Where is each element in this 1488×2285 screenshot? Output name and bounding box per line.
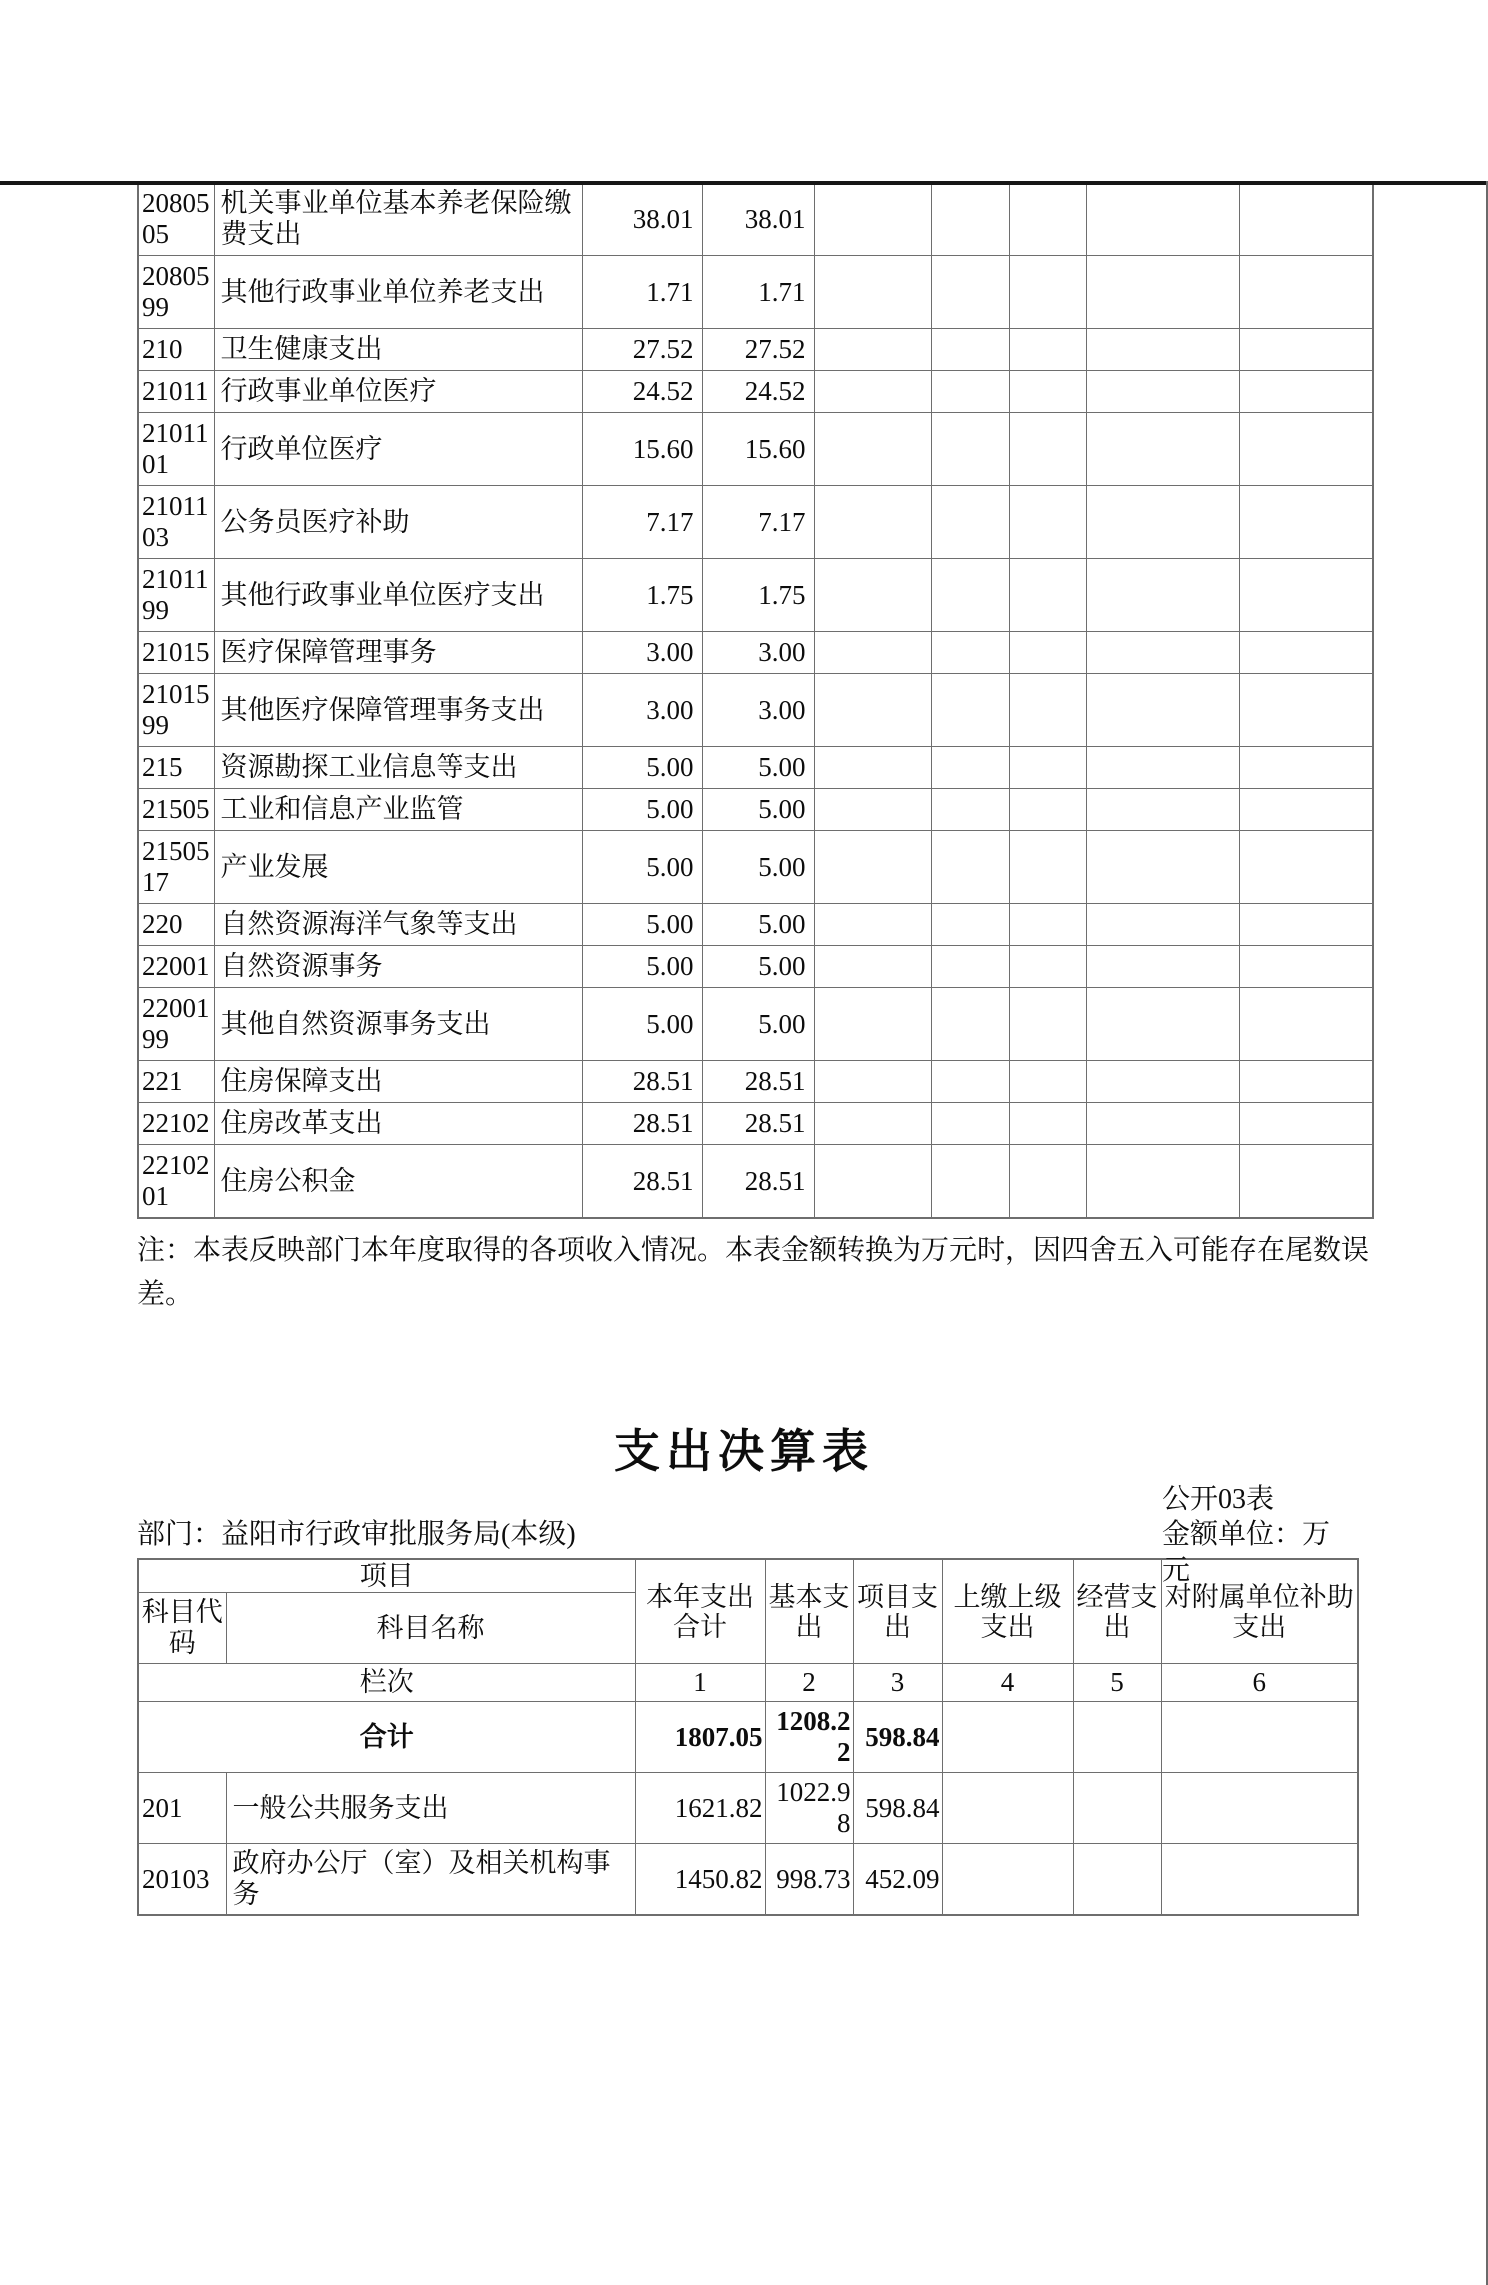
table-footnote: 注：本表反映部门本年度取得的各项收入情况。本表金额转换为万元时，因四舍五入可能存在尾数误差。 — [137, 1235, 1370, 1310]
table-row — [138, 747, 1373, 789]
cell-amount2: 3.00 — [702, 674, 814, 747]
expense-table — [137, 1558, 1359, 1916]
cell-empty — [1239, 674, 1373, 747]
cell-values-1: 1022.98 — [765, 1773, 853, 1844]
income-table — [137, 181, 1374, 1219]
cell-code: 21015 — [138, 632, 214, 674]
table-row — [138, 256, 1373, 329]
cell-empty — [814, 747, 931, 789]
cell-empty — [931, 946, 1009, 988]
cell-empty — [1086, 486, 1239, 559]
cell-empty — [1239, 747, 1373, 789]
table-row — [138, 1773, 1358, 1844]
cell-name: 其他医疗保障管理事务支出 — [214, 674, 582, 747]
header-project: 项目 — [138, 1559, 635, 1593]
header-col-project-exp: 项目支出 — [853, 1559, 942, 1664]
cell-name: 其他自然资源事务支出 — [214, 988, 582, 1061]
cell-empty — [814, 1103, 931, 1145]
cell-name: 自然资源海洋气象等支出 — [214, 904, 582, 946]
cell-name: 行政事业单位医疗 — [214, 371, 582, 413]
lane-number: 6 — [1161, 1664, 1358, 1702]
cell-amount1: 15.60 — [582, 413, 702, 486]
cell-name: 产业发展 — [214, 831, 582, 904]
income-table-body — [138, 182, 1373, 1218]
table-row — [138, 371, 1373, 413]
cell-empty — [814, 831, 931, 904]
cell-amount1: 28.51 — [582, 1145, 702, 1219]
cell-empty — [931, 988, 1009, 1061]
cell-amount2: 24.52 — [702, 371, 814, 413]
cell-empty — [1086, 1145, 1239, 1219]
total-value: 598.84 — [853, 1702, 942, 1773]
cell-empty — [1009, 371, 1086, 413]
cell-empty — [931, 486, 1009, 559]
cell-empty — [1009, 632, 1086, 674]
department-label: 部门：益阳市行政审批服务局(本级) — [137, 1519, 576, 1550]
cell-empty — [814, 904, 931, 946]
cell-empty — [1239, 1145, 1373, 1219]
cell-amount2: 5.00 — [702, 904, 814, 946]
cell-empty — [931, 632, 1009, 674]
table-row — [138, 413, 1373, 486]
cell-code: 2080505 — [138, 182, 214, 256]
cell-code: 2101199 — [138, 559, 214, 632]
table-row — [138, 559, 1373, 632]
cell-empty — [1009, 904, 1086, 946]
lane-number: 2 — [765, 1664, 853, 1702]
cell-amount2: 1.75 — [702, 559, 814, 632]
cell-empty — [1239, 904, 1373, 946]
header-code: 科目代码 — [138, 1593, 226, 1664]
cell-empty — [931, 1145, 1009, 1219]
cell-name: 其他行政事业单位医疗支出 — [214, 559, 582, 632]
cell-values-4 — [1073, 1844, 1161, 1916]
header-row-lane — [138, 1664, 1358, 1702]
header-col-total: 本年支出合计 — [635, 1559, 765, 1664]
table-code-label: 公开03表 — [1162, 1484, 1275, 1515]
cell-amount1: 5.00 — [582, 789, 702, 831]
cell-amount2: 38.01 — [702, 182, 814, 256]
cell-empty — [814, 789, 931, 831]
cell-empty — [1009, 1145, 1086, 1219]
cell-empty — [1009, 413, 1086, 486]
cell-empty — [814, 674, 931, 747]
cell-empty — [1086, 329, 1239, 371]
cell-code: 2101101 — [138, 413, 214, 486]
cell-empty — [1239, 831, 1373, 904]
table-row — [138, 904, 1373, 946]
cell-amount1: 27.52 — [582, 329, 702, 371]
page-top-edge — [0, 181, 1488, 185]
cell-empty — [1239, 371, 1373, 413]
header-col-operating: 经营支出 — [1073, 1559, 1161, 1664]
cell-empty — [1086, 831, 1239, 904]
table-row — [138, 789, 1373, 831]
table-row — [138, 988, 1373, 1061]
cell-empty — [1086, 371, 1239, 413]
cell-amount1: 3.00 — [582, 632, 702, 674]
cell-name: 住房保障支出 — [214, 1061, 582, 1103]
cell-empty — [814, 946, 931, 988]
cell-name: 住房公积金 — [214, 1145, 582, 1219]
cell-code: 201 — [138, 1773, 226, 1844]
cell-code: 2210201 — [138, 1145, 214, 1219]
cell-empty — [931, 789, 1009, 831]
cell-code: 20103 — [138, 1844, 226, 1916]
header-lane: 栏次 — [138, 1664, 635, 1702]
cell-values-3 — [942, 1844, 1073, 1916]
cell-empty — [1239, 1103, 1373, 1145]
cell-empty — [1009, 946, 1086, 988]
cell-empty — [814, 486, 931, 559]
cell-amount1: 24.52 — [582, 371, 702, 413]
cell-values-3 — [942, 1773, 1073, 1844]
lane-number: 1 — [635, 1664, 765, 1702]
cell-amount1: 28.51 — [582, 1061, 702, 1103]
cell-name: 工业和信息产业监管 — [214, 789, 582, 831]
cell-empty — [931, 413, 1009, 486]
header-col-basic: 基本支出 — [765, 1559, 853, 1664]
cell-empty — [1086, 1061, 1239, 1103]
table-row — [138, 831, 1373, 904]
cell-empty — [931, 1061, 1009, 1103]
cell-empty — [814, 182, 931, 256]
cell-name: 公务员医疗补助 — [214, 486, 582, 559]
cell-amount1: 1.71 — [582, 256, 702, 329]
cell-code: 21505 — [138, 789, 214, 831]
cell-empty — [1009, 1061, 1086, 1103]
cell-empty — [1086, 559, 1239, 632]
cell-empty — [1239, 632, 1373, 674]
total-row — [138, 1702, 1358, 1773]
total-value — [942, 1702, 1073, 1773]
cell-values-5 — [1161, 1773, 1358, 1844]
cell-values-0: 1621.82 — [635, 1773, 765, 1844]
cell-name: 住房改革支出 — [214, 1103, 582, 1145]
cell-amount2: 27.52 — [702, 329, 814, 371]
cell-empty — [1009, 747, 1086, 789]
cell-name: 医疗保障管理事务 — [214, 632, 582, 674]
cell-empty — [931, 559, 1009, 632]
cell-empty — [814, 559, 931, 632]
cell-empty — [1239, 413, 1373, 486]
cell-empty — [1086, 632, 1239, 674]
cell-code: 2080599 — [138, 256, 214, 329]
cell-amount1: 1.75 — [582, 559, 702, 632]
total-label: 合计 — [138, 1702, 635, 1773]
cell-amount1: 3.00 — [582, 674, 702, 747]
expense-table-body — [138, 1773, 1358, 1916]
cell-empty — [1239, 486, 1373, 559]
table-row — [138, 329, 1373, 371]
cell-empty — [1239, 1061, 1373, 1103]
cell-empty — [1009, 329, 1086, 371]
cell-empty — [1239, 329, 1373, 371]
table-row — [138, 674, 1373, 747]
cell-empty — [814, 1061, 931, 1103]
cell-empty — [1009, 182, 1086, 256]
cell-empty — [1086, 674, 1239, 747]
cell-code: 221 — [138, 1061, 214, 1103]
cell-empty — [1239, 256, 1373, 329]
cell-amount2: 5.00 — [702, 831, 814, 904]
cell-empty — [1009, 486, 1086, 559]
cell-amount2: 28.51 — [702, 1061, 814, 1103]
cell-code: 2101103 — [138, 486, 214, 559]
cell-amount2: 3.00 — [702, 632, 814, 674]
table-row — [138, 1844, 1358, 1916]
cell-values-0: 1450.82 — [635, 1844, 765, 1916]
cell-empty — [814, 256, 931, 329]
cell-amount1: 5.00 — [582, 747, 702, 789]
cell-name: 资源勘探工业信息等支出 — [214, 747, 582, 789]
cell-code: 22102 — [138, 1103, 214, 1145]
cell-empty — [931, 674, 1009, 747]
cell-empty — [1009, 831, 1086, 904]
cell-empty — [814, 1145, 931, 1219]
header-name: 科目名称 — [226, 1593, 635, 1664]
total-value: 1208.22 — [765, 1702, 853, 1773]
cell-empty — [931, 904, 1009, 946]
table-row — [138, 632, 1373, 674]
expense-table-header — [138, 1559, 1358, 1773]
cell-amount2: 1.71 — [702, 256, 814, 329]
cell-empty — [1086, 747, 1239, 789]
cell-empty — [1239, 988, 1373, 1061]
cell-values-1: 998.73 — [765, 1844, 853, 1916]
cell-amount2: 15.60 — [702, 413, 814, 486]
table-row — [138, 182, 1373, 256]
cell-name: 自然资源事务 — [214, 946, 582, 988]
cell-amount2: 5.00 — [702, 789, 814, 831]
cell-name: 机关事业单位基本养老保险缴费支出 — [214, 182, 582, 256]
cell-amount1: 5.00 — [582, 831, 702, 904]
cell-amount1: 5.00 — [582, 946, 702, 988]
total-value — [1073, 1702, 1161, 1773]
table-row — [138, 946, 1373, 988]
cell-code: 2101599 — [138, 674, 214, 747]
table-row — [138, 486, 1373, 559]
lane-number: 5 — [1073, 1664, 1161, 1702]
cell-name: 政府办公厅（室）及相关机构事务 — [226, 1844, 635, 1916]
cell-empty — [1086, 904, 1239, 946]
cell-amount1: 5.00 — [582, 904, 702, 946]
cell-empty — [1009, 256, 1086, 329]
cell-empty — [1009, 1103, 1086, 1145]
unit-label: 金额单位：万元 — [1162, 1519, 1331, 1586]
cell-empty — [1239, 559, 1373, 632]
page-root — [0, 181, 1488, 2285]
lane-number: 3 — [853, 1664, 942, 1702]
cell-code: 21011 — [138, 371, 214, 413]
cell-empty — [1239, 789, 1373, 831]
cell-amount1: 38.01 — [582, 182, 702, 256]
cell-amount2: 28.51 — [702, 1103, 814, 1145]
cell-code: 210 — [138, 329, 214, 371]
total-value — [1161, 1702, 1358, 1773]
cell-empty — [1086, 988, 1239, 1061]
cell-empty — [931, 256, 1009, 329]
cell-amount2: 5.00 — [702, 946, 814, 988]
cell-empty — [1009, 988, 1086, 1061]
cell-amount2: 7.17 — [702, 486, 814, 559]
cell-empty — [931, 747, 1009, 789]
table-row — [138, 1061, 1373, 1103]
cell-code: 220 — [138, 904, 214, 946]
cell-code: 22001 — [138, 946, 214, 988]
cell-values-2: 452.09 — [853, 1844, 942, 1916]
cell-empty — [931, 329, 1009, 371]
cell-name: 一般公共服务支出 — [226, 1773, 635, 1844]
cell-empty — [1086, 413, 1239, 486]
cell-name: 卫生健康支出 — [214, 329, 582, 371]
cell-amount1: 28.51 — [582, 1103, 702, 1145]
cell-empty — [1086, 256, 1239, 329]
cell-empty — [931, 371, 1009, 413]
cell-empty — [1086, 789, 1239, 831]
cell-empty — [1009, 789, 1086, 831]
cell-amount2: 5.00 — [702, 747, 814, 789]
cell-code: 2200199 — [138, 988, 214, 1061]
cell-amount2: 5.00 — [702, 988, 814, 1061]
cell-empty — [1239, 182, 1373, 256]
cell-values-5 — [1161, 1844, 1358, 1916]
cell-empty — [814, 371, 931, 413]
total-value: 1807.05 — [635, 1702, 765, 1773]
cell-empty — [931, 1103, 1009, 1145]
cell-empty — [1086, 946, 1239, 988]
cell-empty — [931, 831, 1009, 904]
cell-empty — [1086, 182, 1239, 256]
cell-values-2: 598.84 — [853, 1773, 942, 1844]
header-col-upturn: 上缴上级支出 — [942, 1559, 1073, 1664]
cell-code: 215 — [138, 747, 214, 789]
cell-values-4 — [1073, 1773, 1161, 1844]
cell-empty — [1239, 946, 1373, 988]
page-title: 支出决算表 — [614, 1426, 874, 1477]
cell-code: 2150517 — [138, 831, 214, 904]
cell-name: 其他行政事业单位养老支出 — [214, 256, 582, 329]
cell-empty — [814, 413, 931, 486]
cell-amount1: 5.00 — [582, 988, 702, 1061]
lane-number: 4 — [942, 1664, 1073, 1702]
cell-empty — [931, 182, 1009, 256]
cell-empty — [814, 988, 931, 1061]
cell-empty — [1009, 674, 1086, 747]
cell-empty — [814, 329, 931, 371]
cell-empty — [814, 632, 931, 674]
cell-empty — [1086, 1103, 1239, 1145]
header-col-subsidy: 对附属单位补助支出 — [1161, 1559, 1358, 1664]
cell-amount1: 7.17 — [582, 486, 702, 559]
cell-name: 行政单位医疗 — [214, 413, 582, 486]
table-row — [138, 1145, 1373, 1219]
cell-empty — [1009, 559, 1086, 632]
cell-amount2: 28.51 — [702, 1145, 814, 1219]
table-row — [138, 1103, 1373, 1145]
